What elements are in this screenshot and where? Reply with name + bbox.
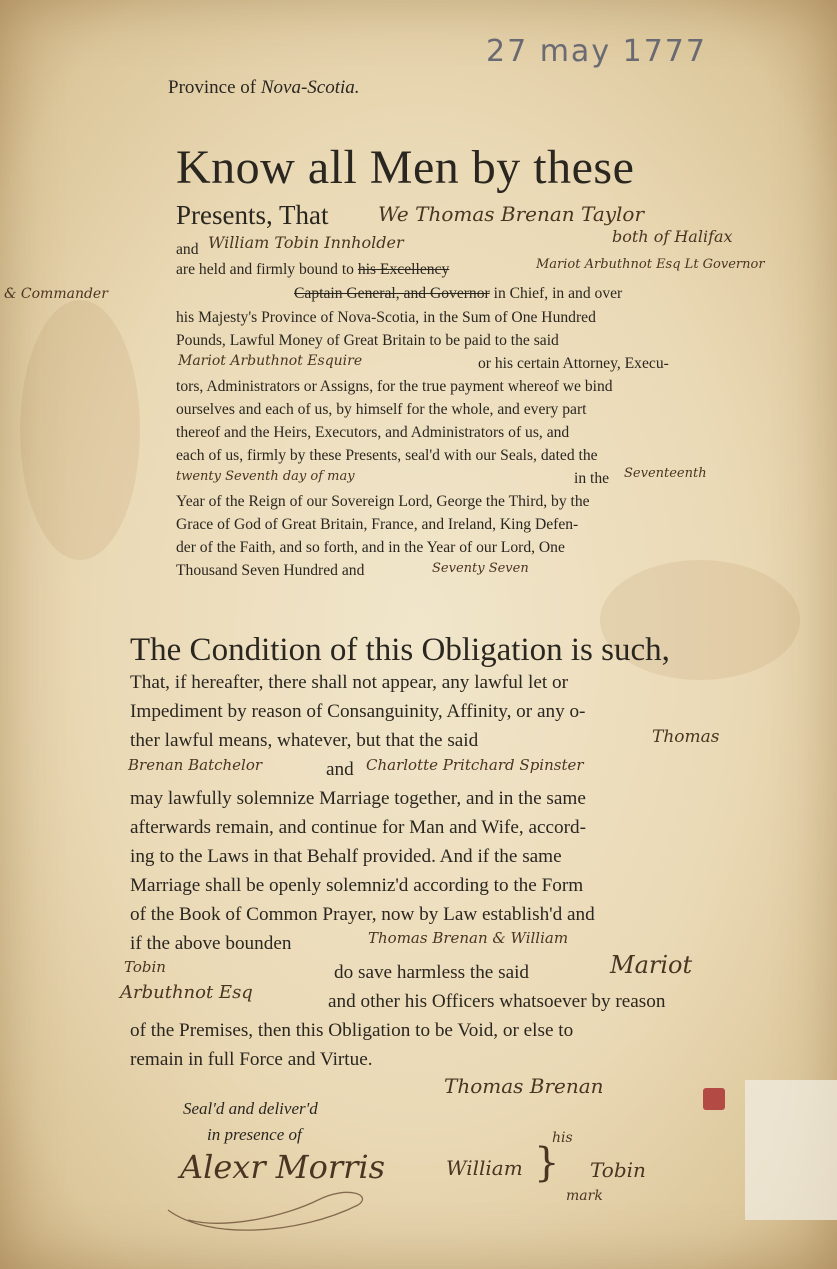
bond-line-3: [294, 282, 622, 306]
signature-flourish: [148, 1150, 378, 1240]
signature-his: his: [552, 1130, 573, 1146]
handwritten-harmless-2: Arbuthnot Esq: [120, 982, 253, 1003]
presents-line: [176, 200, 328, 231]
bond-line-4: his Majesty's Province of Nova-Scotia, in the Sum of One Hundred: [176, 309, 596, 326]
condition-line-1: That, if hereafter, there shall not appear, any lawful let or: [130, 672, 568, 693]
condition-line-6: afterwards remain, and continue for Man and Wife, accord-: [130, 817, 586, 838]
condition-line-4: and: [326, 759, 354, 780]
corner-date-note: 27 may 1777: [486, 34, 707, 69]
bond-line-6: or his certain Attorney, Execu-: [478, 355, 669, 372]
bond-line-5: Pounds, Lawful Money of Great Britain to be paid to the said: [176, 332, 559, 349]
handwritten-groom-2: Brenan Batchelor: [128, 756, 263, 774]
condition-line-11: do save harmless the said: [334, 962, 530, 983]
signature-tobin-last: Tobin: [590, 1158, 646, 1182]
struck-text: his Excellency: [357, 261, 450, 278]
handwritten-names-2: William Tobin Innholder: [208, 233, 404, 252]
handwritten-harmless-1: Mariot: [610, 951, 693, 979]
paper-stain: [20, 300, 140, 560]
handwritten-year-reign: Seventeenth: [624, 466, 707, 481]
condition-line-12: and other his Officers whatsoever by reason: [328, 991, 666, 1012]
condition-line-7: ing to the Laws in that Behalf provided. And if the same: [130, 846, 562, 867]
witness-line-1: Seal'd and deliver'd: [183, 1099, 318, 1118]
handwritten-bride: Charlotte Pritchard Spinster: [366, 756, 584, 774]
handwritten-commander: & Commander: [4, 286, 108, 302]
handwritten-both-of: both of Halifax: [612, 227, 733, 246]
struck-text: Captain General, and Governor: [294, 285, 490, 302]
bond-and: and: [176, 241, 199, 258]
condition-title: The Condition of this Obligation is such,: [130, 632, 670, 668]
mounting-tape: [745, 1080, 837, 1220]
bond-text-fragment: are held and firmly bound to: [176, 261, 354, 278]
handwritten-names-1: We Thomas Brenan Taylor: [378, 202, 645, 226]
bond-line-12: Year of the Reign of our Sovereign Lord, George the Third, by the: [176, 493, 590, 510]
mark-cross: }: [534, 1140, 560, 1186]
handwritten-bounden: Thomas Brenan & William: [368, 929, 569, 947]
condition-line-5: may lawfully solemnize Marriage together, and in the same: [130, 788, 586, 809]
bond-line-7: tors, Administrators or Assigns, for the true payment whereof we bind: [176, 378, 613, 395]
condition-line-9: of the Book of Common Prayer, now by Law establish'd and: [130, 904, 595, 925]
bond-line-9: thereof and the Heirs, Executors, and Administrators of us, and: [176, 424, 570, 441]
handwritten-said-name: Mariot Arbuthnot Esquire: [178, 353, 363, 369]
bond-line-11: in the: [574, 470, 610, 487]
bond-line-10: each of us, firmly by these Presents, seal'd with our Seals, dated the: [176, 447, 598, 464]
handwritten-governor: Mariot Arbuthnot Esq Lt Governor: [536, 257, 765, 272]
witness-signature: Alexr Morris: [180, 1148, 386, 1186]
condition-line-8: Marriage shall be openly solemniz'd according to the Form: [130, 875, 584, 896]
witness-line-2: in presence of: [207, 1125, 302, 1144]
condition-line-13: of the Premises, then this Obligation to be Void, or else to: [130, 1020, 574, 1041]
province-name: Nova-Scotia.: [260, 77, 360, 98]
wax-seal: [703, 1088, 725, 1110]
bond-text-fragment: in Chief, in and over: [493, 285, 623, 302]
bond-line-13: Grace of God of Great Britain, France, and Ireland, King Defen-: [176, 516, 579, 533]
province-line: [168, 77, 360, 99]
bond-line-8: ourselves and each of us, by himself for the whole, and every part: [176, 401, 587, 418]
witness-block: [183, 1096, 318, 1148]
condition-line-14: remain in full Force and Virtue.: [130, 1049, 373, 1070]
province-prefix: Province of: [168, 77, 257, 98]
heading: Know all Men by these: [176, 141, 635, 194]
signature-mark: mark: [566, 1188, 603, 1204]
bond-line-14: der of the Faith, and so forth, and in the Year of our Lord, One: [176, 539, 565, 556]
condition-line-3: ther lawful means, whatever, but that the said: [130, 730, 479, 751]
handwritten-day: twenty Seventh day of may: [176, 469, 355, 484]
presents-text: Presents, That: [176, 200, 329, 230]
handwritten-bounden-2: Tobin: [124, 958, 166, 976]
condition-line-10: if the above bounden: [130, 933, 292, 954]
bond-line-2: [176, 258, 449, 282]
condition-line-2: Impediment by reason of Consanguinity, Affinity, or any o-: [130, 701, 586, 722]
bond-line-15: Thousand Seven Hundred and: [176, 562, 365, 579]
signature-tobin-first: William: [446, 1156, 523, 1180]
signature-brenan: Thomas Brenan: [444, 1074, 604, 1098]
handwritten-year-lord: Seventy Seven: [432, 561, 529, 576]
handwritten-groom: Thomas: [652, 727, 720, 747]
